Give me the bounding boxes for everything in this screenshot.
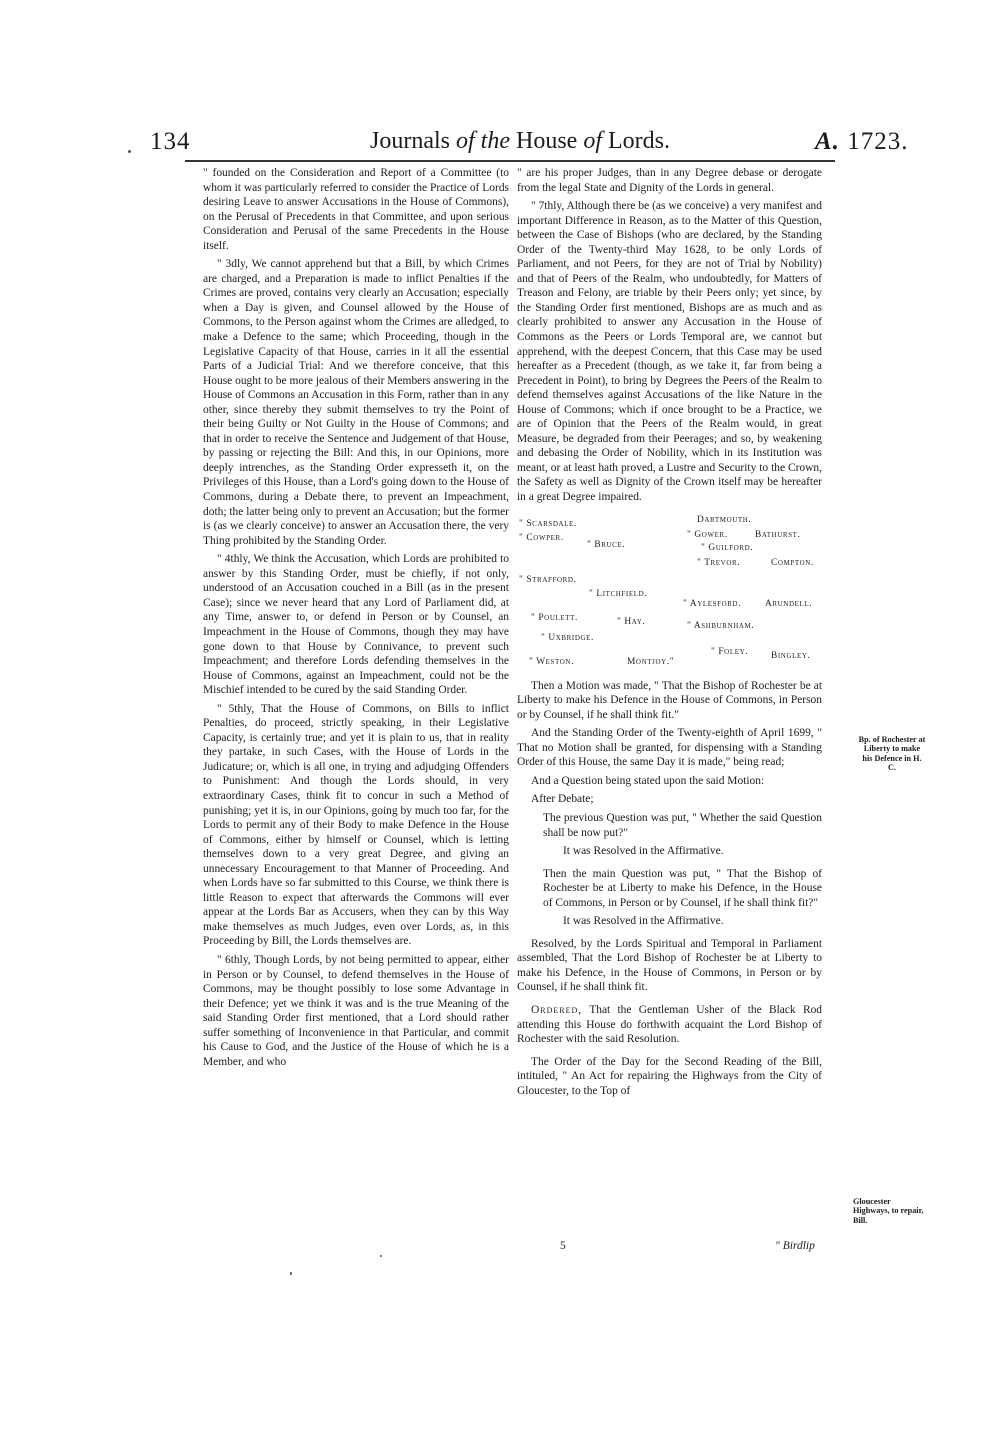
page-number: 134 bbox=[150, 128, 191, 155]
signature: " Weston. bbox=[529, 656, 575, 667]
paragraph: " 7thly, Although there be (as we conceive) a very manifest and important Difference in Reason, as to the Matter of this Question, between the Case of Bishops (who are declared, by the Standing Order of the Twenty-third May 1628, to be only Lords of Parliament, and not Peers, for they are not of Trial by Nobility) and that of Peers of the Realm, who undoubtedly, for Matters of Treason and Felony, are triable by their Peers only; yet since, by the Standing Order first mentioned, Bishops are as much and as clearly prohibited to answer any Accusation in the House of Commons as the Peers or Lords Temporal are, we cannot but apprehend, with the deepest Concern, that this Case may be used hereafter as a Precedent (though, as we take it, far from being a Precedent in Point), to bring by Degrees the Peers of the Realm to defend themselves against Accusations of the like Nature in the House of Commons; which if once brought to be a Practice, we are of Opinion that the Peers of the Realm would, in great Measure, be degraded from their Peerages; and so, by weakening and debasing the Order of Nobility, which in its Institution was meant, or at least hath proved, a Lustre and Security to the Crown, the Safety as well as Dignity of the Crown itself may be hereafter in a great Degree impaired. bbox=[517, 200, 822, 504]
ink-speck bbox=[380, 1255, 382, 1257]
ordered-paragraph bbox=[517, 1003, 822, 1047]
signature: " Trevor. bbox=[697, 557, 741, 568]
signature: " Poulett. bbox=[531, 612, 578, 623]
paragraph: " 4thly, We think the Accusation, which Lords are prohibited to answer by this Standing Order, must be chiefly, if not only, understood of an Accusation couched in a Bill (as in the present Case); since we never heard that any Lord of Parliament did, at any Time, answer to, or defend in Person or by Counsel, an Impeachment in the House of Commons, though they may have gone down to that House by Connivance, to prevent such Impeachment; and therefore Lords defending themselves in the House of Commons, against an Impeachment, could not be the Mischief intended to be cured by the said Standing Order. bbox=[203, 553, 509, 697]
signature: Dartmouth. bbox=[697, 514, 752, 525]
year-value: 1723. bbox=[847, 128, 909, 155]
resolution-result: It was Resolved in the Affirmative. bbox=[563, 845, 724, 858]
paragraph: " are his proper Judges, than in any Degree debase or derogate from the legal State and Dignity of the Lords in general. bbox=[517, 167, 822, 194]
title-word: Journals bbox=[370, 128, 450, 154]
signature: " Bruce. bbox=[587, 539, 626, 550]
signature: " Hay. bbox=[617, 616, 646, 627]
paragraph: " founded on the Consideration and Report of a Committee (to whom it was particularly referred to consider the Practice of Lords desiring Leave to answer Accusations in the House of Commons), on the Perusal of Precedents in that Committee, and upon serious Consideration and Perusal of the same Precedents in the House itself. bbox=[203, 167, 509, 252]
signature: Compton. bbox=[771, 557, 814, 568]
anno-prefix: A. bbox=[815, 128, 840, 155]
motion-paragraph: Then a Motion was made, " That the Bishop of Rochester be at Liberty to make his Defence in the House of Commons, in Person or by Counsel, if he shall think fit." bbox=[517, 679, 822, 721]
signature-mark: 5 bbox=[560, 1240, 566, 1252]
order-of-day-paragraph: The Order of the Day for the Second Reading of the Bill, intituled, " An Act for repairing the Highways from the City of Gloucester, to the Top of bbox=[517, 1055, 822, 1097]
signature: " Cowper. bbox=[519, 532, 564, 543]
paragraph: " 6thly, Though Lords, by not being permitted to appear, either in Person or by Counsel, to defend themselves in the House of Commons, may be thought possibly to lose some Advantage in their Defence; yet we think it was and is the true Meaning of the said Standing Order first mentioned, that a Lord should rather suffer something of Inconvenience in that Particular, and commit his Cause to God, and the Justice of the House of which he is a Member, and who bbox=[203, 953, 509, 1068]
ordered-text: That the Gentleman Usher of the Black Rod attending this House do forthwith acquaint the Lord Bishop of Rochester with the said Resolution. bbox=[517, 1003, 823, 1046]
title-word: Lords. bbox=[608, 128, 670, 154]
catchword: " Birdlip bbox=[775, 1240, 815, 1252]
signature: " Gower. bbox=[687, 529, 728, 540]
signature: " Aylesford. bbox=[683, 598, 742, 609]
title-word: House bbox=[516, 128, 578, 154]
title-word: the bbox=[480, 128, 510, 154]
header-rule bbox=[185, 160, 835, 162]
ink-speck bbox=[128, 150, 131, 153]
signature: " Guilford. bbox=[701, 542, 754, 553]
question-stated: And a Question being stated upon the said Motion: bbox=[531, 774, 765, 787]
paragraph: " 5thly, That the House of Commons, on Bills to inflict Penalties, do proceed, strictly speaking, in their Legislative Capacity, is certainly true; and yet it is plain to us, that in reality they partake, in such Cases, with the House of Lords in the Judicature; or, which is all one, in trying and adjudging Offenders to Punishment: And though the Lords should, in very extraordinary Cases, think fit to concur in such a Method of punishing; yet it is, in our Opinions, going by much too far, for the Lords to permit any of their Body to make Defence in the House of Commons, either by himself or Counsel, which is letting themselves down to a very great Degree, and giving an unnecessary Encouragement to that Manner of Proceeding. And when Lords have so far submitted to this Course, we think there is little Reason to expect that afterwards the Commons will ever appear at the Lords Bar as Accusers, when they can by this Way make themselves as much Judges, even over Lords, as, in this Proceeding by Bill, the Lords themselves are. bbox=[203, 702, 509, 948]
right-column bbox=[517, 166, 822, 1102]
signature: " Scarsdale. bbox=[519, 518, 577, 529]
signature: Montjoy." bbox=[627, 656, 675, 667]
after-debate: After Debate; bbox=[531, 793, 594, 806]
signature: " Foley. bbox=[711, 646, 749, 657]
margin-note: Gloucester Highways, to repair, Bill. bbox=[853, 1197, 924, 1225]
running-title bbox=[370, 128, 670, 164]
paragraph: " 3dly, We cannot apprehend but that a Bill, by which Crimes are charged, and a Preparation is made to inflict Penalties if the Crimes are proved, contains very clearly an Accusation; especially when a Day is given, and Counsel allowed by the House of Commons, to the Person against whom the Crimes are alledged, to make a Defence to the same; which Proceeding, though in the Legislative Capacity of that House, carries in it all the essential Parts of a Judicial Trial: And we therefore conceive, that this House ought to be more jealous of their Members answering in the House of Commons an Accusation in this Form, rather than in any other, since thereby they submit themselves to try the Point of their being Guilty or Not Guilty in the House of Commons; and that in order to receive the Sentence and Judgement of that House, by passing or rejecting the Bill: And this, in our Opinions, more deeply intrenches, as the Standing Order expresseth it, on the Privileges of this House, than a Lord's going down to the House of Commons, during a Debate there, to prevent an Impeachment, doth; the latter being only to prevent an Accusation; but the former is (as we clearly conceive) to answer an Accusation there, the very Thing prohibited by the Standing Order. bbox=[203, 258, 509, 547]
signature: " Litchfield. bbox=[589, 588, 648, 599]
signature: " Ashburnham. bbox=[687, 620, 755, 631]
ink-speck bbox=[290, 1272, 292, 1275]
previous-question: The previous Question was put, " Whether the said Question shall be now put?" bbox=[543, 811, 822, 839]
signature: Bingley. bbox=[771, 650, 811, 661]
ordered-word: Ordered, bbox=[531, 1003, 583, 1016]
main-question: Then the main Question was put, " That the Bishop of Rochester be at Liberty to make his Defence, in the House of Commons, in Person or by Counsel, if he shall think fit?" bbox=[543, 867, 822, 909]
signature: Bathurst. bbox=[755, 529, 801, 540]
signature: " Strafford. bbox=[519, 574, 577, 585]
year-label bbox=[815, 128, 908, 164]
signature: Arundell. bbox=[765, 598, 813, 609]
resolution-result: It was Resolved in the Affirmative. bbox=[563, 915, 724, 928]
protest-signatures bbox=[517, 511, 822, 669]
title-word: of bbox=[456, 128, 475, 154]
title-word: of bbox=[583, 128, 602, 154]
resolved-paragraph: Resolved, by the Lords Spiritual and Temporal in Parliament assembled, That the Lord Bishop of Rochester be at Liberty to make his Defence, in the House of Commons, in Person or by Counsel, if he shall think fit. bbox=[517, 937, 822, 994]
left-column bbox=[203, 166, 509, 1073]
signature: " Uxbridge. bbox=[541, 632, 594, 643]
standing-order-paragraph: And the Standing Order of the Twenty-eighth of April 1699, " That no Motion shall be granted, for dispensing with a Standing Order of this House, the same Day it is made," being read; bbox=[517, 727, 822, 769]
margin-note: Bp. of Rochester at Liberty to make his Defence in H. C. bbox=[858, 735, 926, 773]
